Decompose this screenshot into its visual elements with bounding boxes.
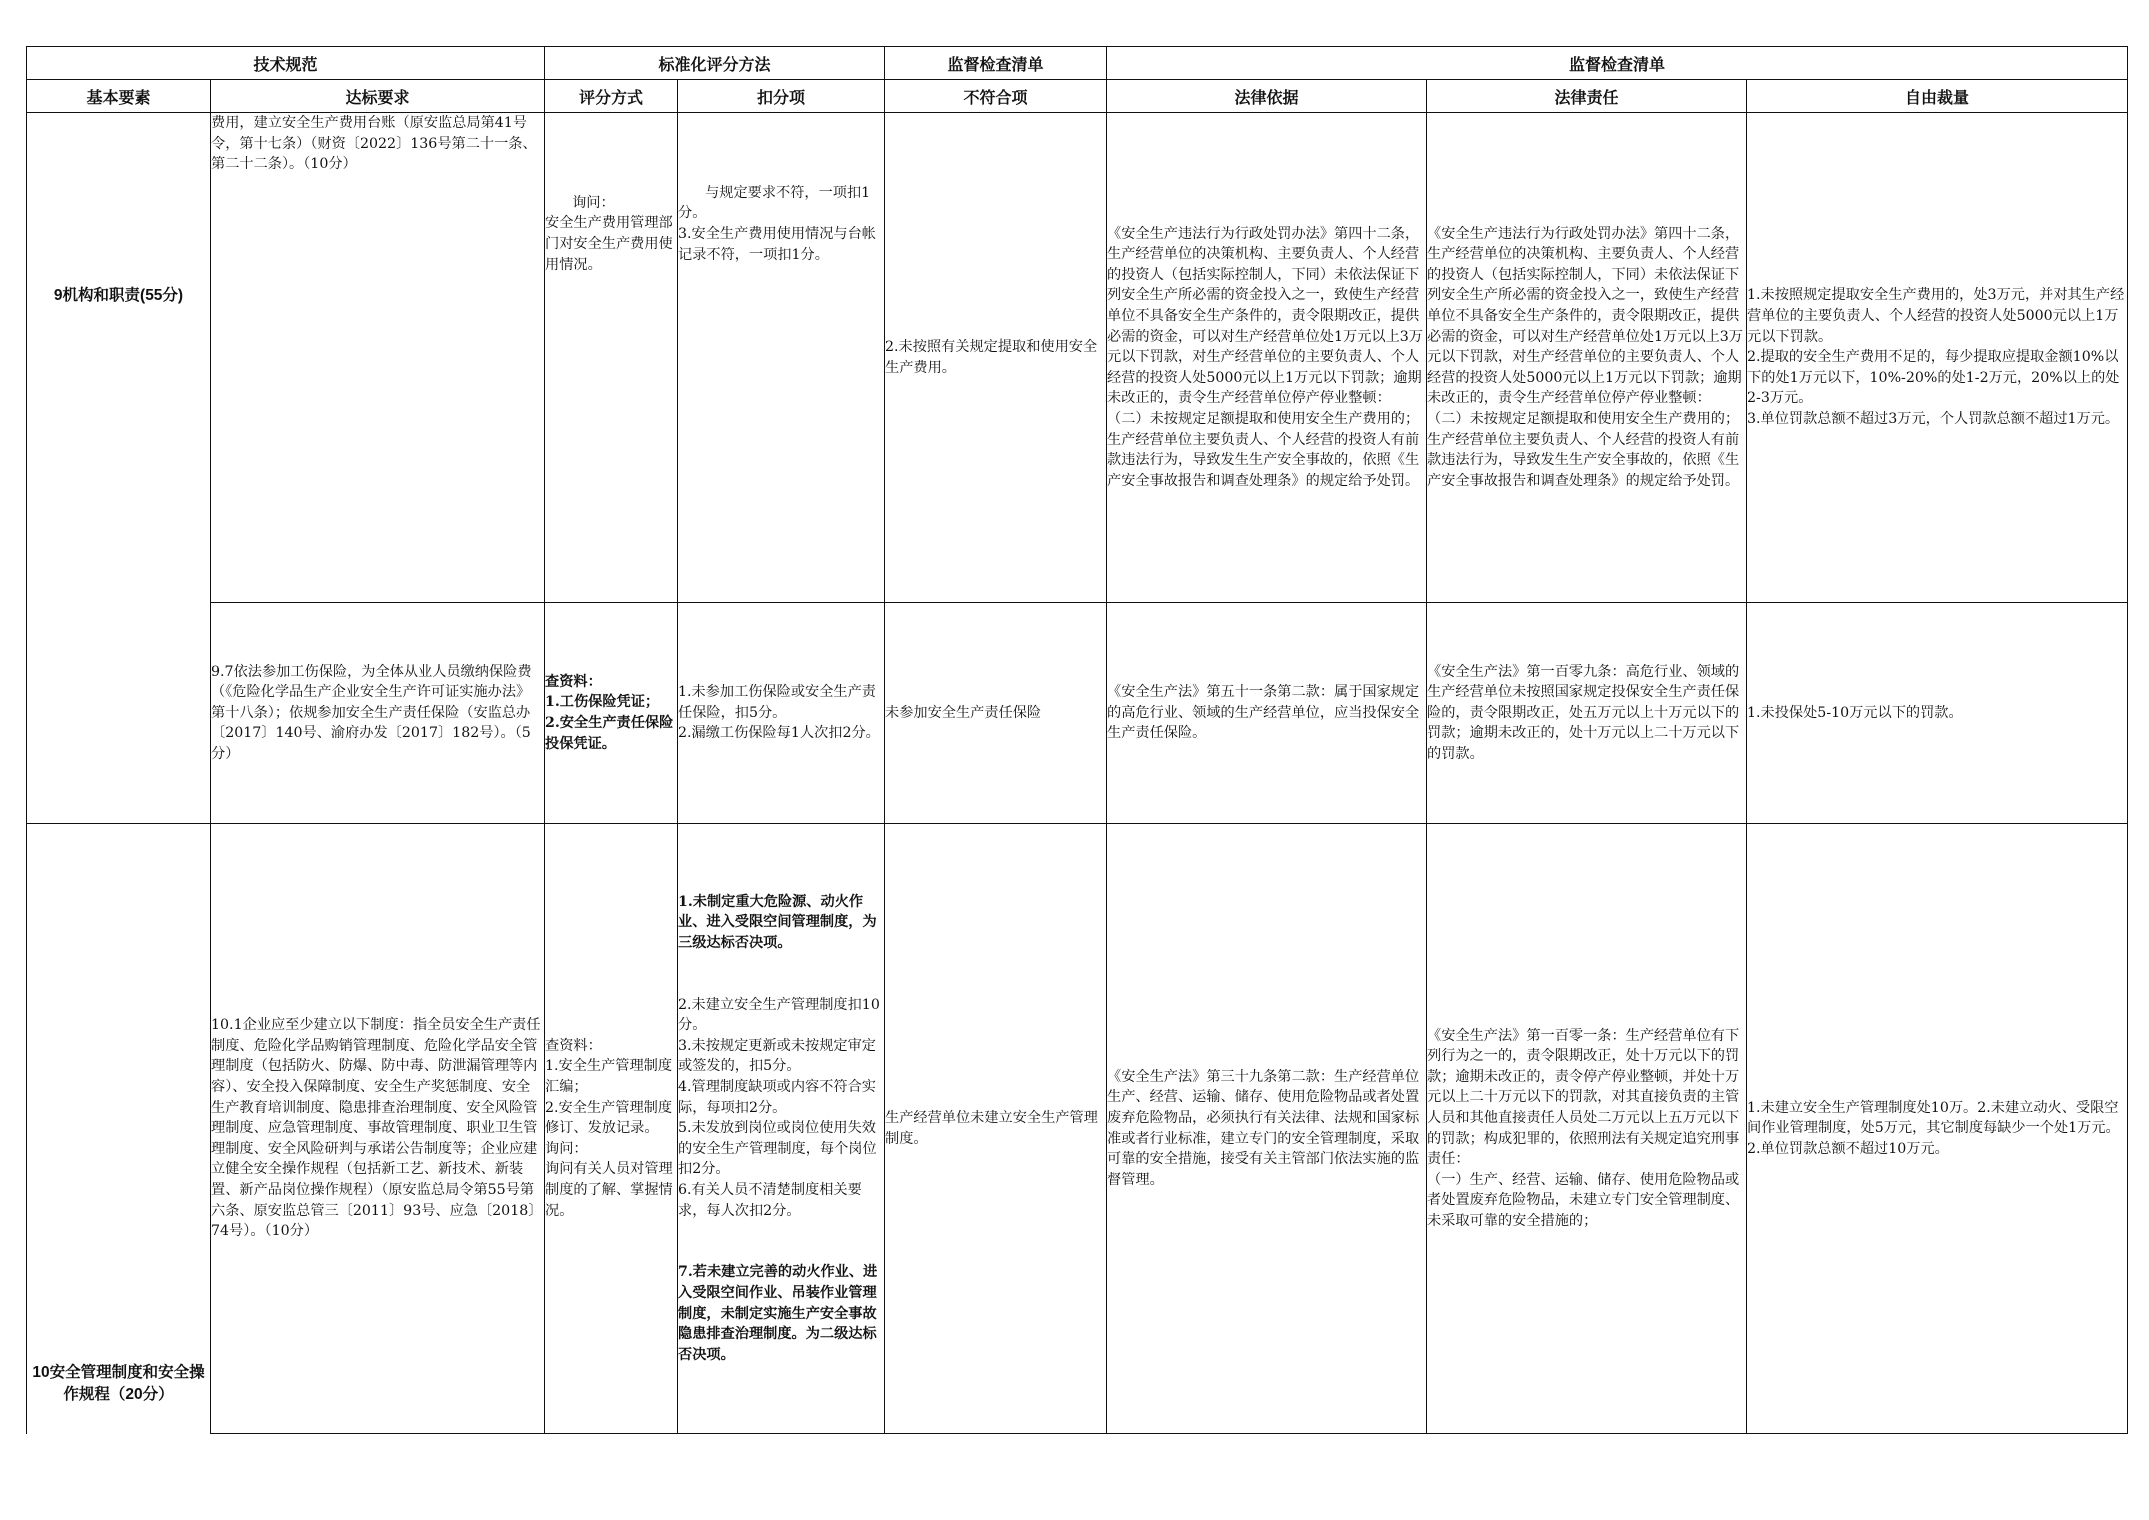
nonconform-cell: 未参加安全生产责任保险 xyxy=(885,603,1107,824)
method-cell: 查资料： 1.工伤保险凭证； 2.安全生产责任保险投保凭证。 xyxy=(545,603,678,824)
group-scoring-header: 标准化评分方法 xyxy=(545,47,885,80)
element-label: 9机构和职责(55分) xyxy=(53,287,184,304)
group-checklist-header-1: 监督检查清单 xyxy=(885,47,1107,80)
element-cell xyxy=(27,824,211,1434)
nonconform-cell: 生产经营单位未建立安全生产管理制度。 xyxy=(885,824,1107,1434)
requirement-cell: 费用，建立安全生产费用台账（原安监总局第41号令，第十七条）（财资〔2022〕136号第二十一条、第二十二条）。（10分） xyxy=(211,113,545,603)
col-element-header: 基本要素 xyxy=(27,80,211,113)
discretion-cell: 1.未建立安全生产管理制度处10万。2.未建立动火、受限空间作业管理制度，处5万元，其它制度每缺少一个处1万元。 2.单位罚款总额不超过10万元。 xyxy=(1747,824,2128,1434)
discretion-cell: 1.未投保处5-10万元以下的罚款。 xyxy=(1747,603,2128,824)
deduction-cell: 1.未参加工伤保险或安全生产责任保险，扣5分。 2.漏缴工伤保险每1人次扣2分。 xyxy=(678,603,885,824)
group-checklist-header-2: 监督检查清单 xyxy=(1107,47,2128,80)
legal-liability-cell: 《安全生产违法行为行政处罚办法》第四十二条，生产经营单位的决策机构、主要负责人、个人经营的投资人（包括实际控制人，下同）未依法保证下列安全生产所必需的资金投入之一，致使生产经营单位不具备安全生产条件的，责令限期改正，提供必需的资金，可以对生产经营单位处1万元以上3万元以下罚款，对生产经营单位的主要负责人、个人经营的投资人处5000元以上1万元以下罚款；逾期未改正的，责令生产经营单位停产停业整顿： （二）未按规定足额提取和使用安全生产费用的； 生产经营单位主要负责人、个人经营的投资人有前款违法行为，导致发生生产安全事故的，依照《生产安全事故报告和调查处理条》的规定给予处罚。 xyxy=(1427,113,1747,603)
legal-basis-cell: 《安全生产违法行为行政处罚办法》第四十二条，生产经营单位的决策机构、主要负责人、个人经营的投资人（包括实际控制人，下同）未依法保证下列安全生产所必需的资金投入之一，致使生产经营单位不具备安全生产条件的，责令限期改正，提供必需的资金，可以对生产经营单位处1万元以上3万元以下罚款，对生产经营单位的主要负责人、个人经营的投资人处5000元以上1万元以下罚款；逾期未改正的，责令生产经营单位停产停业整顿： （二）未按规定足额提取和使用安全生产费用的； 生产经营单位主要负责人、个人经营的投资人有前款违法行为，导致发生生产安全事故的，依照《生产安全事故报告和调查处理条》的规定给予处罚。 xyxy=(1107,113,1427,603)
deduction-text: 与规定要求不符，一项扣1分。 3.安全生产费用使用情况与台帐记录不符，一项扣1分。 xyxy=(678,184,876,263)
discretion-cell: 1.未按照规定提取安全生产费用的，处3万元，并对其生产经营单位的主要负责人、个人经营的投资人处5000元以上1万元以下罚款。 2.提取的安全生产费用不足的，每少提取应提取金额10%以下的处1万元以下，10%-20%的处1-2万元，20%以上的处2-3万元。 3.单位罚款总额不超过3万元，个人罚款总额不超过1万元。 xyxy=(1747,113,2128,603)
deduction-veto-1: 1.未制定重大危险源、动火作业、进入受限空间管理制度，为三级达标否决项。 xyxy=(678,893,877,951)
header-group-row xyxy=(27,47,2128,80)
legal-basis-cell: 《安全生产法》第五十一条第二款：属于国家规定的高危行业、领域的生产经营单位，应当投保安全生产责任保险。 xyxy=(1107,603,1427,824)
legal-liability-cell: 《安全生产法》第一百零一条：生产经营单位有下列行为之一的，责令限期改正，处十万元以下的罚款；逾期未改正的，责令停产停业整顿，并处十万元以上二十万元以下的罚款，对其直接负责的主管人员和其他直接责任人员处二万元以上五万元以下的罚款；构成犯罪的，依照刑法有关规定追究刑事责任： （一）生产、经营、运输、储存、使用危险物品或者处置废弃危险物品，未建立专门安全管理制度、未采取可靠的安全措施的； xyxy=(1427,824,1747,1434)
standards-sheet xyxy=(26,46,2128,1434)
table-row xyxy=(27,113,2128,603)
col-legal-liability-header: 法律责任 xyxy=(1427,80,1747,113)
method-cell: 查资料： 1.安全生产管理制度汇编； 2.安全生产管理制度修订、发放记录。 询问： 询问有关人员对管理制度的了解、掌握情况。 xyxy=(545,824,678,1434)
group-tech-header: 技术规范 xyxy=(27,47,545,80)
legal-liability-cell: 《安全生产法》第一百零九条：高危行业、领域的生产经营单位未按照国家规定投保安全生产责任保险的，责令限期改正，处五万元以上十万元以下的罚款；逾期未改正的，处十万元以上二十万元以下的罚款。 xyxy=(1427,603,1747,824)
deduction-items: 2.未建立安全生产管理制度扣10分。 3.未按规定更新或未按规定审定或签发的，扣5分。 4.管理制度缺项或内容不符合实际，每项扣2分。 5.未发放到岗位或岗位使用失效的安全生产管理制度，每个岗位扣2分。 6.有关人员不清楚制度相关要求，每人次扣2分。 xyxy=(678,996,880,1219)
element-cell xyxy=(27,113,211,824)
col-legal-basis-header: 法律依据 xyxy=(1107,80,1427,113)
standards-table xyxy=(26,46,2128,1434)
col-method-header: 评分方式 xyxy=(545,80,678,113)
table-row xyxy=(27,824,2128,1434)
header-column-row xyxy=(27,80,2128,113)
col-discretion-header: 自由裁量 xyxy=(1747,80,2128,113)
col-deduction-header: 扣分项 xyxy=(678,80,885,113)
deduction-veto-2: 7.若未建立完善的动火作业、进入受限空间作业、吊装作业管理制度，未制定实施生产安全事故隐患排查治理制度。为二级达标否决项。 xyxy=(678,1264,878,1363)
nonconform-cell: 2.未按照有关规定提取和使用安全生产费用。 xyxy=(885,113,1107,603)
col-nonconform-header: 不符合项 xyxy=(885,80,1107,113)
deduction-cell xyxy=(678,824,885,1434)
element-label: 10安全管理制度和安全操作规程（20分） xyxy=(32,1363,205,1403)
legal-basis-cell: 《安全生产法》第三十九条第二款：生产经营单位生产、经营、运输、储存、使用危险物品或者处置废弃危险物品，必须执行有关法律、法规和国家标准或者行业标准，建立专门的安全管理制度，采取可靠的安全措施，接受有关主管部门依法实施的监督管理。 xyxy=(1107,824,1427,1434)
requirement-cell: 9.7依法参加工伤保险，为全体从业人员缴纳保险费（《危险化学品生产企业安全生产许可证实施办法》第十八条）；依规参加安全生产责任保险（安监总办〔2017〕140号、渝府办发〔2017〕182号）。（5分） xyxy=(211,603,545,824)
method-text: 询问： 安全生产费用管理部门对安全生产费用使用情况。 xyxy=(545,194,673,273)
table-row xyxy=(27,603,2128,824)
method-cell xyxy=(545,113,678,603)
col-requirement-header: 达标要求 xyxy=(211,80,545,113)
requirement-cell: 10.1企业应至少建立以下制度：指全员安全生产责任制度、危险化学品购销管理制度、危险化学品安全管理制度（包括防火、防爆、防中毒、防泄漏管理等内容）、安全投入保障制度、安全生产奖惩制度、安全生产教育培训制度、隐患排查治理制度、安全风险管理制度、应急管理制度、事故管理制度、职业卫生管理制度、安全风险研判与承诺公告制度等；企业应建立健全安全操作规程（包括新工艺、新技术、新装置、新产品岗位操作规程）（原安监总局令第55号第六条、原安监总管三〔2011〕93号、应急〔2018〕74号）。（10分） xyxy=(211,824,545,1434)
deduction-cell xyxy=(678,113,885,603)
